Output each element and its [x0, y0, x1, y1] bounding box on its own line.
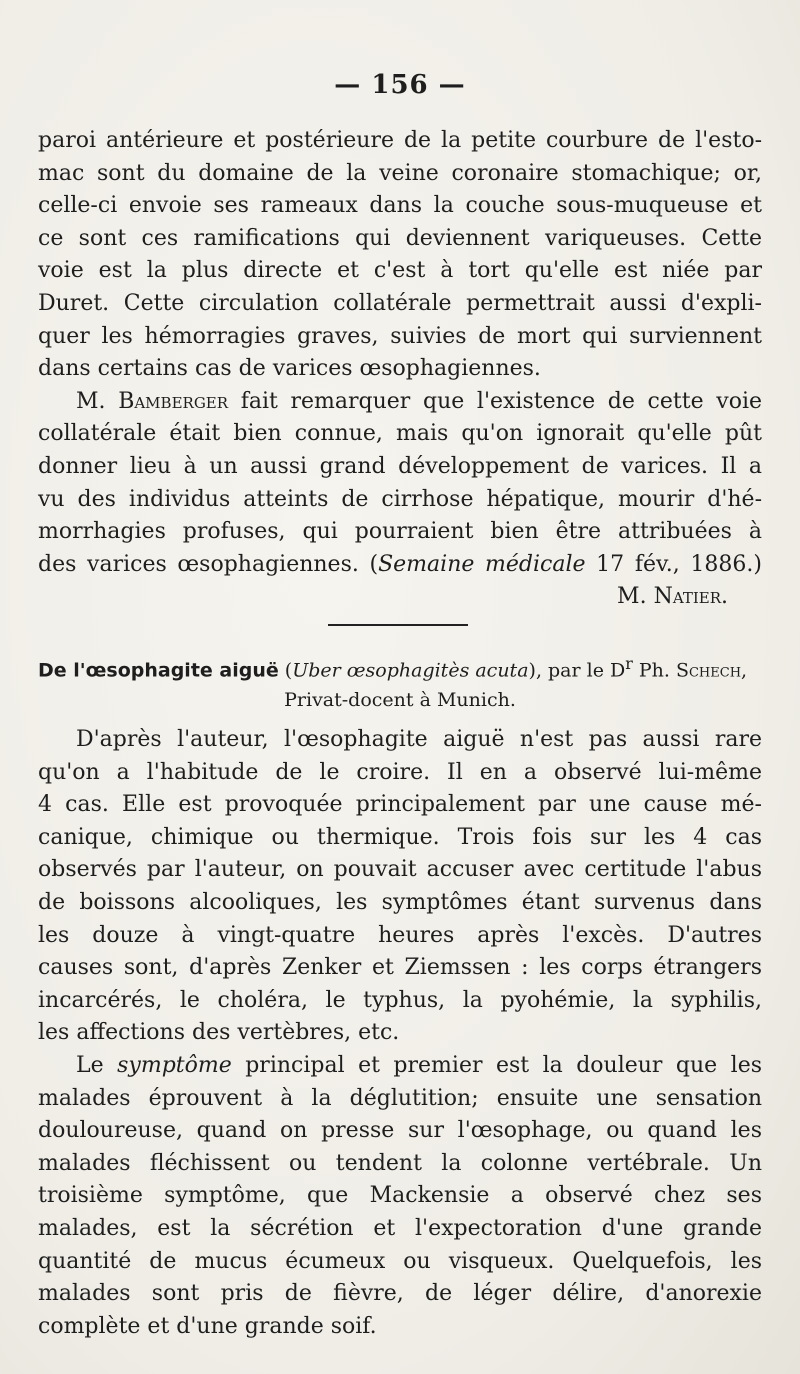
- text-line: des varices œsophagiennes. (Semaine médicale 17 fév., 1886.): [38, 551, 762, 577]
- paragraph-2: [38, 386, 762, 582]
- source-title: Semaine médicale: [378, 551, 586, 577]
- text-line: voie est la plus directe et c'est à tort qu'elle est niée par: [38, 258, 762, 284]
- text-line: mac sont du domaine de la veine coronaire stomachique; or,: [38, 160, 762, 186]
- text-line: causes sont, d'après Zenker et Ziemssen : les corps étrangers: [38, 955, 762, 981]
- speaker-name: Bamberger: [118, 388, 229, 414]
- text-line: incarcérés, le choléra, le typhus, la pyohémie, la syphilis,: [38, 987, 762, 1013]
- text-line: dans certains cas de varices œsophagiennes.: [38, 356, 541, 382]
- text-line: douloureuse, quand on presse sur l'œsophage, ou quand les: [38, 1118, 762, 1144]
- article-heading: De l'œsophagite aiguë (Uber œsophagitès acuta), par le $D^r$ Ph. Schech, Privat-docent à Munich.: [38, 650, 762, 714]
- page-number: — 156 —: [334, 70, 466, 100]
- text-line: de boissons alcooliques, les symptômes étant survenus dans: [38, 889, 762, 915]
- text-line: morrhagies profuses, qui pourraient bien être attribuées à: [38, 519, 762, 545]
- paragraph-3: [38, 724, 762, 1050]
- text-line: troisième symptôme, que Mackensie a observé chez ses: [38, 1183, 762, 1209]
- text-line: les douze à vingt-quatre heures après l'excès. D'autres: [38, 922, 762, 948]
- text-line: observés par l'auteur, on pouvait accuser avec certitude l'abus: [38, 857, 762, 883]
- article-subtitle: Privat-docent à Munich.: [284, 689, 516, 712]
- text-line: 4 cas. Elle est provoquée principalement par une cause mé-: [38, 792, 762, 818]
- text-line: Duret. Cette circulation collatérale permettrait aussi d'expli-: [38, 290, 762, 316]
- text-line: M. Bamberger fait remarquer que l'existence de cette voie: [76, 388, 762, 414]
- text-line: celle-ci envoie ses rameaux dans la couche sous-muqueuse et: [38, 193, 762, 219]
- text-line: qu'on a l'habitude de le croire. Il en a observé lui-même: [38, 759, 762, 785]
- text-line: complète et d'une grande soif.: [38, 1313, 377, 1339]
- text-line: ce sont ces ramifications qui deviennent variqueuses. Cette: [38, 225, 762, 251]
- emphasis: symptôme: [117, 1052, 232, 1078]
- article-author: Schech,: [675, 659, 748, 682]
- text-block-bottom: [38, 724, 762, 1343]
- paragraph-4: [38, 1050, 762, 1343]
- text-line: quantité de mucus écumeux ou visqueux. Quelquefois, les: [38, 1248, 762, 1274]
- text-line: canique, chimique ou thermique. Trois fois sur les 4 cas: [38, 824, 762, 850]
- section-divider: [328, 624, 468, 626]
- text-line: malades fléchissent ou tendent la colonne vertébrale. Un: [38, 1150, 762, 1176]
- text-line: donner lieu à un aussi grand développement de varices. Il a: [38, 453, 762, 479]
- paragraph-1: [38, 125, 762, 386]
- text-line: D'après l'auteur, l'œsophagite aiguë n'est pas aussi rare: [76, 727, 762, 752]
- text-line: les affections des vertèbres, etc.: [38, 1020, 400, 1046]
- article-original-title: Uber œsophagitès acuta: [292, 659, 529, 682]
- text-line: malades, est la sécrétion et l'expectoration d'une grande: [38, 1215, 762, 1241]
- text-line: paroi antérieure et postérieure de la petite courbure de l'esto-: [38, 128, 762, 153]
- text-line: vu des individus atteints de cirrhose hépatique, mourir d'hé-: [38, 486, 762, 512]
- text-line: quer les hémorragies graves, suivies de mort qui surviennent: [38, 323, 762, 349]
- text-line: collatérale était bien connue, mais qu'on ignorait qu'elle pût: [38, 421, 762, 447]
- text-line: malades sont pris de fièvre, de léger délire, d'anorexie: [38, 1281, 762, 1307]
- text-block-top: [38, 125, 762, 614]
- signature: M. Natier.: [617, 584, 728, 610]
- text-line: Le symptôme principal et premier est la douleur que les: [76, 1052, 762, 1078]
- article-title: De l'œsophagite aiguë: [38, 659, 279, 682]
- text-line: malades éprouvent à la déglutition; ensuite une sensation: [38, 1085, 762, 1111]
